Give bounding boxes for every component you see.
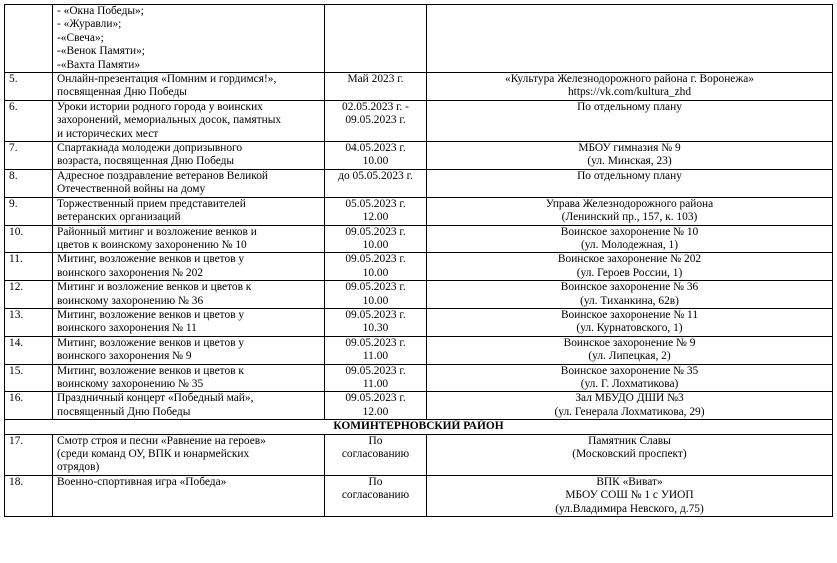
place-line: (ул. Курнатовского, 1): [576, 322, 683, 335]
place-line: МБОУ СОШ № 1 с УИОП: [565, 489, 694, 502]
place-line: https://vk.com/kultura_zhd: [567, 86, 692, 99]
date-cell: [325, 475, 427, 516]
place-cell: [427, 253, 833, 281]
row-number-cell: 16.: [5, 392, 53, 420]
place-cell: [427, 5, 833, 73]
event-line: захоронений, мемориальных досок, памятных: [57, 114, 282, 127]
date-cell: [325, 197, 427, 225]
action-item: -«Вахта Памяти»: [57, 58, 141, 71]
place-cell: [427, 475, 833, 516]
table-row: [5, 364, 833, 392]
date-line: 11.00: [362, 350, 389, 363]
event-cell: [53, 336, 325, 364]
place-line: (ул. Героев России, 1): [576, 266, 683, 279]
event-line: Митинг, возложение венков и цветов у: [57, 253, 245, 266]
place-line: (ул. Генерала Лохматикова, 29): [554, 405, 705, 418]
event-line: Праздничный концерт «Победный май»,: [57, 392, 254, 405]
date-line: 10.00: [362, 155, 389, 168]
event-cell: [53, 169, 325, 197]
place-line: Зал МБУДО ДШИ №3: [575, 392, 684, 405]
place-line: Воинское захоронение № 202: [557, 253, 702, 266]
date-cell: [325, 169, 427, 197]
row-number-cell: 6.: [5, 100, 53, 141]
row-number-cell: 11.: [5, 253, 53, 281]
date-cell: [325, 73, 427, 101]
place-line: Воинское захоронение № 9: [563, 336, 696, 349]
date-cell: [325, 281, 427, 309]
date-line: согласованию: [341, 489, 410, 502]
event-line: Митинг, возложение венков и цветов к: [57, 364, 244, 377]
event-cell: [53, 73, 325, 101]
date-line: 04.05.2023 г.: [345, 142, 406, 155]
place-cell: [427, 100, 833, 141]
event-cell: [53, 100, 325, 141]
place-line: Управа Железнодорожного района: [545, 197, 714, 210]
events-table: [4, 4, 833, 517]
place-line: (ул.Владимира Невского, д.75): [555, 502, 704, 515]
place-line: Воинское захоронение № 11: [560, 308, 699, 321]
event-line: возраста, посвященная Дню Победы: [57, 155, 235, 168]
table-row: [5, 392, 833, 420]
date-line: 12.00: [362, 211, 389, 224]
table-row: [5, 308, 833, 336]
date-line: 02.05.2023 г. -: [342, 100, 409, 113]
event-line: Военно-спортивная игра «Победа»: [57, 475, 227, 488]
date-cell: [325, 434, 427, 475]
date-line: 09.05.2023 г.: [345, 281, 406, 294]
event-line: цветов к воинскому захоронению № 10: [57, 238, 247, 251]
event-cell: [53, 434, 325, 475]
event-cell: [53, 364, 325, 392]
event-line: воинскому захоронению № 36: [57, 294, 204, 307]
table-row: [5, 336, 833, 364]
place-cell: [427, 392, 833, 420]
date-cell: [325, 100, 427, 141]
place-line: МБОУ гимназия № 9: [578, 142, 681, 155]
place-line: По отдельному плану: [577, 169, 682, 182]
action-item: - «Журавли»;: [57, 18, 122, 31]
event-line: воинского захоронения № 202: [57, 266, 203, 279]
date-line: 09.05.2023 г.: [345, 114, 406, 127]
event-line: воинскому захоронению № 35: [57, 377, 204, 390]
table-row: [5, 253, 833, 281]
event-cell: [53, 475, 325, 516]
place-cell: [427, 281, 833, 309]
event-line: воинского захоронения № 9: [57, 350, 192, 363]
table-row: [5, 434, 833, 475]
place-cell: [427, 73, 833, 101]
date-line: 10.00: [362, 238, 389, 251]
place-line: «Культура Железнодорожного района г. Воронежа»: [505, 73, 754, 86]
action-item: -«Венок Памяти»;: [57, 45, 145, 58]
date-cell: [325, 336, 427, 364]
event-line: Адресное поздравление ветеранов Великой: [57, 169, 268, 182]
row-number-cell: 17.: [5, 434, 53, 475]
event-line: воинского захоронения № 11: [57, 322, 197, 335]
place-cell: [427, 142, 833, 170]
row-number-cell: 18.: [5, 475, 53, 516]
date-line: 09.05.2023 г.: [345, 336, 406, 349]
event-line: отрядов): [57, 461, 100, 474]
event-cell: [53, 308, 325, 336]
date-cell: [325, 5, 427, 73]
date-cell: [325, 308, 427, 336]
date-line: 09.05.2023 г.: [345, 225, 406, 238]
place-line: (ул. Липецкая, 2): [588, 350, 671, 363]
event-line: (среди команд ОУ, ВПК и юнармейских: [57, 448, 250, 460]
date-line: согласованию: [341, 448, 410, 460]
event-cell: [53, 281, 325, 309]
date-line: 05.05.2023 г.: [345, 197, 406, 210]
date-line: 10.00: [362, 266, 389, 279]
table-row: [5, 73, 833, 101]
event-cell: [53, 225, 325, 253]
event-line: Митинг, возложение венков и цветов у: [57, 336, 245, 349]
table-row: [5, 100, 833, 141]
place-cell: [427, 434, 833, 475]
table-row: [5, 281, 833, 309]
date-cell: [325, 392, 427, 420]
date-line: 10.30: [362, 322, 389, 335]
date-cell: [325, 364, 427, 392]
table-row: [5, 225, 833, 253]
table-row: [5, 197, 833, 225]
place-cell: [427, 225, 833, 253]
date-cell: [325, 253, 427, 281]
date-line: 10.00: [362, 294, 389, 307]
event-cell: [53, 5, 325, 73]
date-cell: [325, 142, 427, 170]
action-item: -«Свеча»;: [57, 31, 104, 44]
event-line: Районный митинг и возложение венков и: [57, 225, 257, 238]
event-line: Торжественный прием представителей: [57, 197, 246, 210]
date-line: 12.00: [362, 405, 389, 418]
row-number-cell: 15.: [5, 364, 53, 392]
place-cell: [427, 336, 833, 364]
row-number-cell: 5.: [5, 73, 53, 101]
event-cell: [53, 253, 325, 281]
place-cell: [427, 169, 833, 197]
event-line: Онлайн-презентация «Помним и гордимся!»,: [57, 73, 277, 86]
place-line: (ул. Тиханкина, 62в): [580, 294, 679, 307]
table-row-continuation: [5, 5, 833, 73]
table-row: [5, 475, 833, 516]
date-line: По: [368, 475, 383, 488]
date-line: 09.05.2023 г.: [345, 308, 406, 321]
place-line: (Ленинский пр., 157, к. 103): [561, 211, 698, 224]
date-line: 09.05.2023 г.: [345, 253, 406, 266]
place-line: По отдельному плану: [577, 100, 682, 113]
row-number-cell: 8.: [5, 169, 53, 197]
event-line: посвященная Дню Победы: [57, 86, 187, 99]
row-number-cell: 9.: [5, 197, 53, 225]
date-line: 11.00: [362, 377, 389, 390]
table-row: [5, 169, 833, 197]
event-line: посвященный Дню Победы: [57, 405, 191, 418]
event-line: ветеранских организаций: [57, 211, 181, 224]
place-line: Воинское захоронение № 35: [560, 364, 699, 377]
place-line: ВПК «Виват»: [596, 475, 663, 488]
date-line: Май 2023 г.: [347, 73, 404, 86]
place-cell: [427, 308, 833, 336]
place-line: (Московский проспект): [572, 448, 687, 460]
event-line: Отечественной войны на дому: [57, 183, 206, 196]
row-number-cell: [5, 5, 53, 73]
place-line: (ул. Молодежная, 1): [580, 238, 679, 251]
event-line: Митинг и возложение венков и цветов к: [57, 281, 252, 294]
date-line: По: [368, 434, 383, 447]
place-cell: [427, 197, 833, 225]
place-line: Памятник Славы: [588, 434, 671, 447]
place-line: (ул. Минская, 23): [587, 155, 672, 168]
place-line: Воинское захоронение № 10: [560, 225, 699, 238]
event-line: Митинг, возложение венков и цветов у: [57, 308, 245, 321]
place-line: (ул. Г. Лохматикова): [580, 377, 679, 390]
date-line: 09.05.2023 г.: [345, 364, 406, 377]
district-header-row: [5, 420, 833, 434]
events-table-body: [5, 5, 833, 517]
row-number-cell: 7.: [5, 142, 53, 170]
row-number-cell: 12.: [5, 281, 53, 309]
event-line: и исторических мест: [57, 127, 159, 140]
date-line: до 05.05.2023 г.: [338, 169, 413, 182]
event-cell: [53, 392, 325, 420]
place-cell: [427, 364, 833, 392]
row-number-cell: 13.: [5, 308, 53, 336]
date-cell: [325, 225, 427, 253]
event-line: Спартакиада молодежи допризывного: [57, 142, 243, 155]
event-line: Смотр строя и песни «Равнение на героев»: [57, 434, 266, 447]
place-line: Воинское захоронение № 36: [560, 281, 699, 294]
event-cell: [53, 142, 325, 170]
date-line: 09.05.2023 г.: [345, 392, 406, 405]
row-number-cell: 10.: [5, 225, 53, 253]
district-header: КОМИНТЕРНОВСКИЙ РАЙОН: [5, 420, 833, 434]
table-row: [5, 142, 833, 170]
row-number-cell: 14.: [5, 336, 53, 364]
action-item: - «Окна Победы»;: [57, 5, 144, 17]
event-cell: [53, 197, 325, 225]
event-line: Уроки истории родного города у воинских: [57, 100, 263, 113]
